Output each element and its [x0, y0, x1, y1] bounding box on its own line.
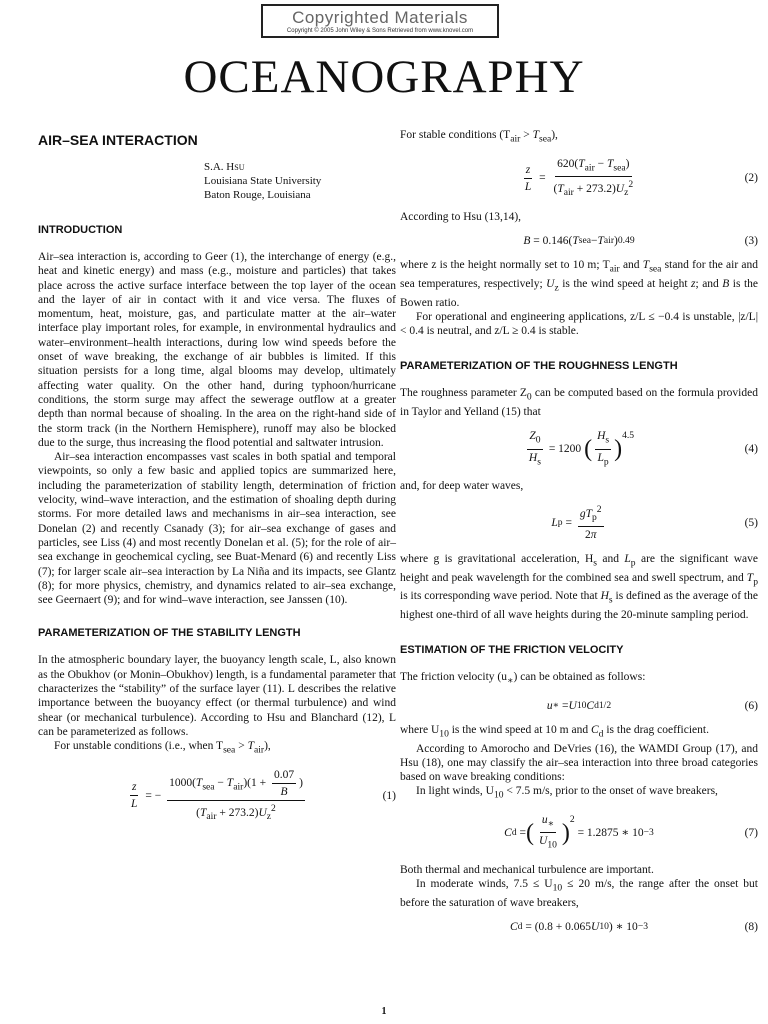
equation-number: (8) — [744, 920, 758, 933]
equation-number: (2) — [744, 172, 758, 185]
author-affiliation: Louisiana State University — [204, 175, 322, 187]
stability-paragraph-2: For unstable conditions (i.e., when $T_{sea} > T_{air}$), — [54, 740, 271, 756]
roughness-paragraph: The roughness parameter $Z_0$ can be computed based on the formula provided in Taylor and Yelland (15) that — [400, 387, 758, 418]
where-u10-paragraph: where $U_{10}$ is the wind speed at 10 m and $C_d$ is the drag coefficient. — [400, 723, 709, 740]
author-name: S.A. Hsu — [204, 161, 245, 173]
according-hsu-text: According to Hsu (13,14), — [400, 211, 522, 224]
where-z-paragraph: where z is the height normally set to 10 m; $T_{air}$ and $T_{sea}$ stand for the air and sea temperatures, respectively; $U_z$ is the wind speed at height z; and B is the Bowen ratio. — [400, 259, 759, 309]
equation-number: (1) — [382, 789, 396, 802]
equation-8: C d = (0.8 + 0.065 U 10 ) ∗ 10 −3 (8) — [509, 920, 758, 933]
banner-subtitle: Copyright © 2005 John Wiley & Sons Retrieved from www.knovel.com — [286, 28, 474, 34]
equation-7: C d = ( $\frac{u_∗}{U_{10}}$ ) $^2$ = 1.2875 ∗ 10 $_{-3}$ (7) — [504, 814, 758, 851]
equation-number: (3) — [744, 235, 758, 248]
section-heading-introduction: INTRODUCTION — [38, 224, 123, 236]
intro-paragraph-1: Air–sea interaction is, according to Geer (1), the interchange of energy (e.g., heat and kinetic energy) and mass (e.g., moisture and particles) that takes place across the active surface interface between the top layer of the ocean and the layer of air in contact with it and vice versa. The fluxes of momentum, heat, moisture, gas, and particulate matter at the air–water interface play important roles, for example, in environmental hydraulics and water–environment–health interactions, during low wind speeds before the onset of wave breaking, the exchange of air bubbles is limited. If this situation persists for a long time, algal blooms may develop, ultimately affecting water quality. On the other hand, during typhoon/hurricane conditions, the storm surge may affect the sewerage outflow at a greater depth than normal because of shoaling. In the area on the right-hand side of the storm track (in the Northern Hemisphere), runoff may also be blocked due to the surge, thus increasing the flood potential and saltwater intrusion. — [38, 251, 396, 449]
stability-paragraph-1: In the atmospheric boundary layer, the buoyancy length scale, L, also known as the Obukhov (or Monin–Obukhov) length, is a fundamental parameter that characterizes the “stability” of the surface layer (11). L describes the relative importance between the buoyancy effect (or thermal turbulence) and wind shear (or mechanical turbulence). According to Hsu and Blanchard (12), L can be parameterized as follows. — [38, 654, 396, 738]
right-column — [400, 128, 758, 944]
equation-2: $\frac{z}{L}$ = $\frac{620(T_{air} - T_{sea})}{(T_{air} + 273.2)U_z^2}$ (2) — [524, 157, 758, 199]
moderate-winds-paragraph: In moderate winds, $7.5 \le U_{10} \le 20$ m/s, the range after the onset but before the saturation of wave breakers, — [400, 877, 758, 909]
book-title: OCEANOGRAPHY — [183, 51, 585, 103]
section-heading-roughness: PARAMETERIZATION OF THE ROUGHNESS LENGTH — [400, 360, 678, 373]
light-winds-paragraph: In light winds, $U_{10} < 7.5$ m/s, prior to the onset of wave breakers, — [416, 785, 718, 801]
author-location: Baton Rouge, Louisiana — [204, 189, 311, 201]
equation-number: (7) — [744, 826, 758, 839]
equation-3: B = 0.146( T sea − T air ) 0.49 (3) — [523, 235, 758, 248]
operational-paragraph: For operational and engineering applications, z/L ≤ −0.4 is unstable, |z/L| < 0.4 is neutral, and z/L ≥ 0.4 is stable. — [400, 310, 758, 338]
section-heading-friction: ESTIMATION OF THE FRICTION VELOCITY — [400, 644, 624, 657]
equation-1: $\frac{z}{L}$ = − $1000(T_{sea} - T_{air})(1$ + $\frac{0.07}{B}$ ) $(T_{air} + 273.2)U_z^2$ (1) — [131, 768, 396, 822]
friction-paragraph: The friction velocity $(u_∗)$ can be obtained as follows: — [400, 671, 646, 687]
article-title: AIR–SEA INTERACTION — [38, 132, 198, 148]
equation-5: L p = $\frac{gT_p^2}{2\pi}$ (5) — [551, 504, 758, 542]
both-turbulence-text: Both thermal and mechanical turbulence are important. — [400, 863, 654, 876]
equation-number: (5) — [744, 516, 758, 529]
stable-conditions-text: For stable conditions $(T_{air} > T_{sea})$, — [400, 129, 558, 145]
copyright-banner — [261, 4, 499, 38]
amorocho-paragraph: According to Amorocho and DeVries (16), the WAMDI Group (17), and Hsu (18), one may classify the air–sea interaction into three broad categories based on wave breaking conditions: — [400, 742, 758, 784]
left-column — [38, 128, 396, 834]
equation-4: $\frac{Z_0}{H_s}$ = 1200 ( $\frac{H_s}{L_p}$ ) $^{4.5}$ (4) — [528, 430, 758, 467]
intro-paragraph-2: Air–sea interaction encompasses vast scales in both spatial and temporal viewpoints, so only a few basic and applied topics are summarized here, including the parameterization of stability length, determination of friction velocity, wind–wave interaction, and the estimation of shoaling depth during storms. For more detailed laws and mechanisms in air–sea interaction, see Donelan (2) and recently Csanady (3); for air–sea exchange of gases and particles, see Liss (4) and most recently Donelan et al. (5); for the role of air–sea exchange in geochemical cycling, see Buat-Menard (6) and recently Liss (7); for larger scale air–sea interaction by La Niña and its impacts, see Glantz (8); for more physics, chemistry, and dynamics related to air–sea exchange, see Geernaert (9); and for wind–wave interaction, see Janssen (10). — [38, 451, 396, 607]
equation-number: (6) — [744, 699, 758, 712]
section-heading-stability: PARAMETERIZATION OF THE STABILITY LENGTH — [38, 627, 301, 640]
equation-6: u ∗ = U 10 C d 1/2 (6) — [546, 699, 758, 712]
author-block — [204, 160, 396, 202]
where-g-paragraph: where g is gravitational acceleration, $H_s$ and $L_p$ are the significant wave height and peak wavelength for the combined sea and swell spectrum, and $T_p$ is its corresponding wave period. Note that $H_s$ is defined as the average of the highest one-third of all wave heights during the 20-minute sampling period. — [400, 553, 758, 622]
banner-title: Copyrighted Materials — [292, 8, 468, 27]
page-number: 1 — [381, 1006, 387, 1017]
equation-number: (4) — [744, 443, 758, 456]
deep-water-text: and, for deep water waves, — [400, 479, 524, 492]
